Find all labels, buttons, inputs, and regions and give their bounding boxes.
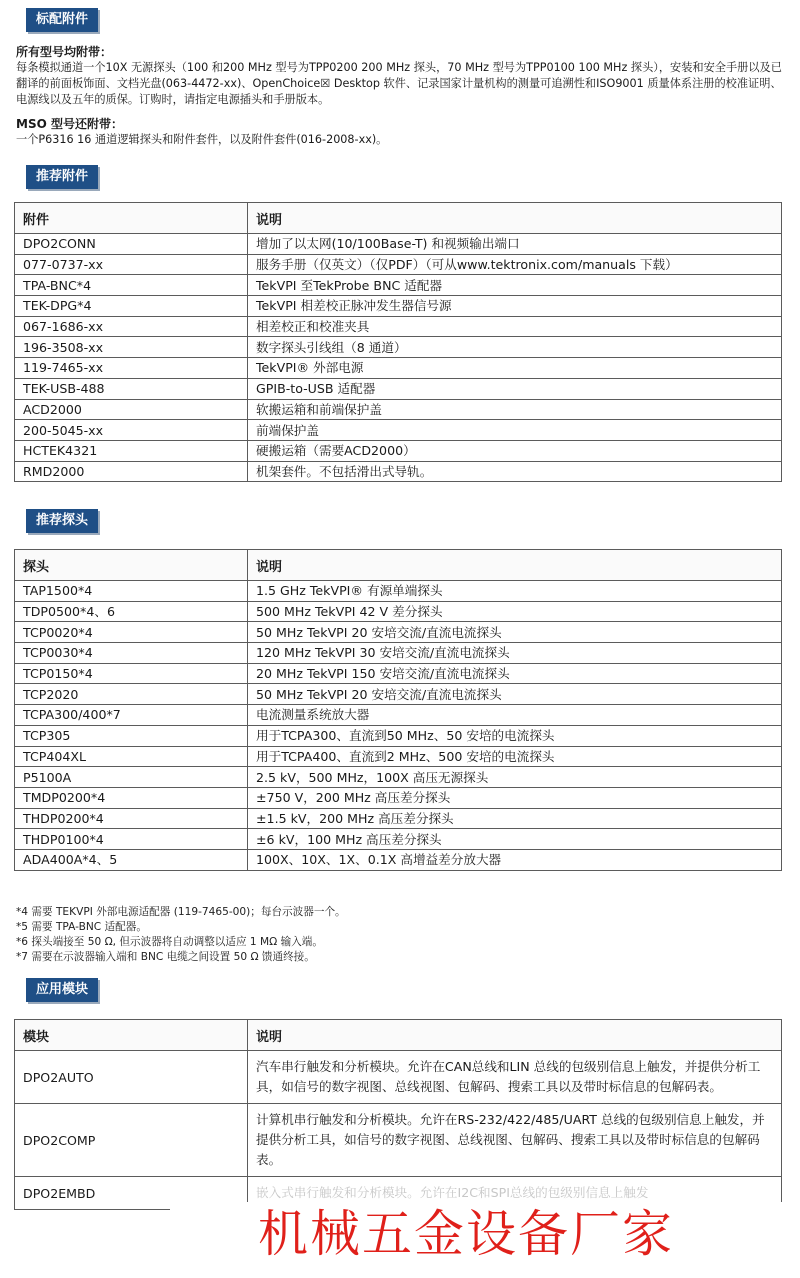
header-cell: 说明 (248, 1020, 782, 1051)
probe-row (15, 787, 782, 808)
module-row (15, 1051, 782, 1104)
item-code-cell: THDP0100*4 (15, 829, 248, 850)
description-cell: 50 MHz TekVPI 20 安培交流/直流电流探头 (248, 684, 782, 705)
accessory-row (15, 399, 782, 420)
item-code-cell: TEK-USB-488 (15, 378, 248, 399)
item-code-cell: TMDP0200*4 (15, 787, 248, 808)
item-code-cell: DPO2AUTO (15, 1051, 248, 1104)
item-code-cell: TCPA300/400*7 (15, 705, 248, 726)
item-code-cell: 196-3508-xx (15, 337, 248, 358)
item-code-cell: 067-1686-xx (15, 316, 248, 337)
accessory-row (15, 378, 782, 399)
footnote: *6 探头端接至 50 Ω, 但示波器将自动调整以适应 1 MΩ 输入端。 (16, 936, 323, 948)
footnote: *4 需要 TEKVPI 外部电源适配器 (119-7465-00)；每台示波器一个。 (16, 906, 346, 918)
accessory-row (15, 440, 782, 461)
description-cell: 硬搬运箱（需要ACD2000） (248, 440, 782, 461)
section-tag-probes: 推荐探头 (26, 509, 98, 533)
description-cell: 计算机串行触发和分析模块。允许在RS-232/422/485/UART 总线的包级别信息上触发，并提供分析工具，如信号的数字视图、总线视图、包解码、搜索工具以及带时标信息的包解码表。 (248, 1104, 782, 1177)
description-cell: 增加了以太网(10/100Base-T) 和视频输出端口 (248, 234, 782, 255)
item-code-cell: TEK-DPG*4 (15, 296, 248, 317)
probe-row (15, 601, 782, 622)
probe-row (15, 581, 782, 602)
probe-row (15, 643, 782, 664)
accessories-table (14, 202, 782, 482)
mso-text: 一个P6316 16 通道逻辑探头和附件套件，以及附件套件(016-2008-xx)。 (16, 133, 388, 146)
description-cell: 机架套件。不包括滑出式导轨。 (248, 461, 782, 482)
table-header-row (15, 1020, 782, 1051)
header-cell: 说明 (248, 550, 782, 581)
probe-row (15, 705, 782, 726)
description-cell: TekVPI® 外部电源 (248, 358, 782, 379)
item-code-cell: ACD2000 (15, 399, 248, 420)
description-cell: 数字探头引线组（8 通道） (248, 337, 782, 358)
standard-mso (16, 116, 786, 148)
all-models-heading: 所有型号均附带： (16, 45, 113, 59)
probe-row (15, 808, 782, 829)
standard-all-models (16, 44, 786, 108)
accessory-row (15, 254, 782, 275)
section-tag-modules: 应用模块 (26, 978, 98, 1002)
description-cell: 120 MHz TekVPI 30 安培交流/直流电流探头 (248, 643, 782, 664)
item-code-cell: THDP0200*4 (15, 808, 248, 829)
probe-row (15, 684, 782, 705)
item-code-cell: TCP2020 (15, 684, 248, 705)
table-header-row (15, 550, 782, 581)
mso-heading: MSO 型号还附带： (16, 117, 123, 131)
all-models-text: 每条模拟通道一个10X 无源探头（100 和200 MHz 型号为TPP0200 200 MHz 探头，70 MHz 型号为TPP0100 100 MHz 探头），安装和安全手册以及已翻译的前面板饰面、文档光盘(063-4472-xx)、OpenChoice☒ Desktop 软件、记录国家计量机构的测量可追溯性和ISO9001 质量体系注册的校准证明、电源线以及五年的质保。订购时，请指定电源插头和手册版本。 (16, 61, 782, 106)
footnote: *7 需要在示波器输入端和 BNC 电缆之间设置 50 Ω 馈通终接。 (16, 951, 315, 963)
header-cell: 说明 (248, 203, 782, 234)
description-cell: 100X、10X、1X、0.1X 高增益差分放大器 (248, 849, 782, 870)
probes-table (14, 549, 782, 871)
item-code-cell: RMD2000 (15, 461, 248, 482)
accessory-row (15, 234, 782, 255)
description-cell: ±750 V，200 MHz 高压差分探头 (248, 787, 782, 808)
footnote: *5 需要 TPA-BNC 适配器。 (16, 921, 147, 933)
description-cell: 用于TCPA400、直流到2 MHz、500 安培的电流探头 (248, 746, 782, 767)
item-code-cell: TCP404XL (15, 746, 248, 767)
description-cell: 20 MHz TekVPI 150 安培交流/直流电流探头 (248, 663, 782, 684)
description-cell: 电流测量系统放大器 (248, 705, 782, 726)
accessory-row (15, 358, 782, 379)
description-cell: 500 MHz TekVPI 42 V 差分探头 (248, 601, 782, 622)
header-cell: 探头 (15, 550, 248, 581)
item-code-cell: DPO2EMBD (15, 1177, 248, 1210)
item-code-cell: TAP1500*4 (15, 581, 248, 602)
probe-row (15, 746, 782, 767)
item-code-cell: DPO2CONN (15, 234, 248, 255)
accessory-row (15, 316, 782, 337)
item-code-cell: 200-5045-xx (15, 420, 248, 441)
item-code-cell: 077-0737-xx (15, 254, 248, 275)
description-cell: GPIB-to-USB 适配器 (248, 378, 782, 399)
probe-row (15, 725, 782, 746)
probe-row (15, 829, 782, 850)
description-cell: 相差校正和校准夹具 (248, 316, 782, 337)
description-cell: 用于TCPA300、直流到50 MHz、50 安培的电流探头 (248, 725, 782, 746)
description-cell: TekVPI 相差校正脉冲发生器信号源 (248, 296, 782, 317)
description-cell: ±1.5 kV，200 MHz 高压差分探头 (248, 808, 782, 829)
module-row (15, 1104, 782, 1177)
item-code-cell: TCP305 (15, 725, 248, 746)
item-code-cell: TDP0500*4、6 (15, 601, 248, 622)
description-cell: TekVPI 至TekProbe BNC 适配器 (248, 275, 782, 296)
probe-row (15, 849, 782, 870)
description-cell: 服务手册（仅英文）（仅PDF）（可从www.tektronix.com/manuals 下载） (248, 254, 782, 275)
description-cell: 2.5 kV，500 MHz，100X 高压无源探头 (248, 767, 782, 788)
header-cell: 模块 (15, 1020, 248, 1051)
item-code-cell: TCP0150*4 (15, 663, 248, 684)
probe-row (15, 663, 782, 684)
accessory-row (15, 461, 782, 482)
accessory-row (15, 296, 782, 317)
item-code-cell: TPA-BNC*4 (15, 275, 248, 296)
watermark-text: 机械五金设备厂家 (258, 1205, 674, 1263)
section-tag-accessories: 推荐附件 (26, 165, 98, 189)
probe-row (15, 622, 782, 643)
header-cell: 附件 (15, 203, 248, 234)
modules-table (14, 1019, 782, 1210)
description-cell: ±6 kV，100 MHz 高压差分探头 (248, 829, 782, 850)
description-cell: 前端保护盖 (248, 420, 782, 441)
description-cell: 汽车串行触发和分析模块。允许在CAN总线和LIN 总线的包级别信息上触发，并提供分析工具，如信号的数字视图、总线视图、包解码、搜索工具以及带时标信息的包解码表。 (248, 1051, 782, 1104)
item-code-cell: P5100A (15, 767, 248, 788)
description-cell: 1.5 GHz TekVPI® 有源单端探头 (248, 581, 782, 602)
item-code-cell: TCP0030*4 (15, 643, 248, 664)
description-cell: 50 MHz TekVPI 20 安培交流/直流电流探头 (248, 622, 782, 643)
section-tag-standard: 标配附件 (26, 8, 98, 32)
description-cell: 软搬运箱和前端保护盖 (248, 399, 782, 420)
accessory-row (15, 337, 782, 358)
accessory-row (15, 420, 782, 441)
table-header-row (15, 203, 782, 234)
footnotes (16, 905, 786, 965)
description-cell: 嵌入式串行触发和分析模块。允许在I2C和SPI总线的包级别信息上触发 (248, 1177, 782, 1210)
accessory-row (15, 275, 782, 296)
item-code-cell: ADA400A*4、5 (15, 849, 248, 870)
item-code-cell: TCP0020*4 (15, 622, 248, 643)
item-code-cell: DPO2COMP (15, 1104, 248, 1177)
item-code-cell: 119-7465-xx (15, 358, 248, 379)
item-code-cell: HCTEK4321 (15, 440, 248, 461)
probe-row (15, 767, 782, 788)
